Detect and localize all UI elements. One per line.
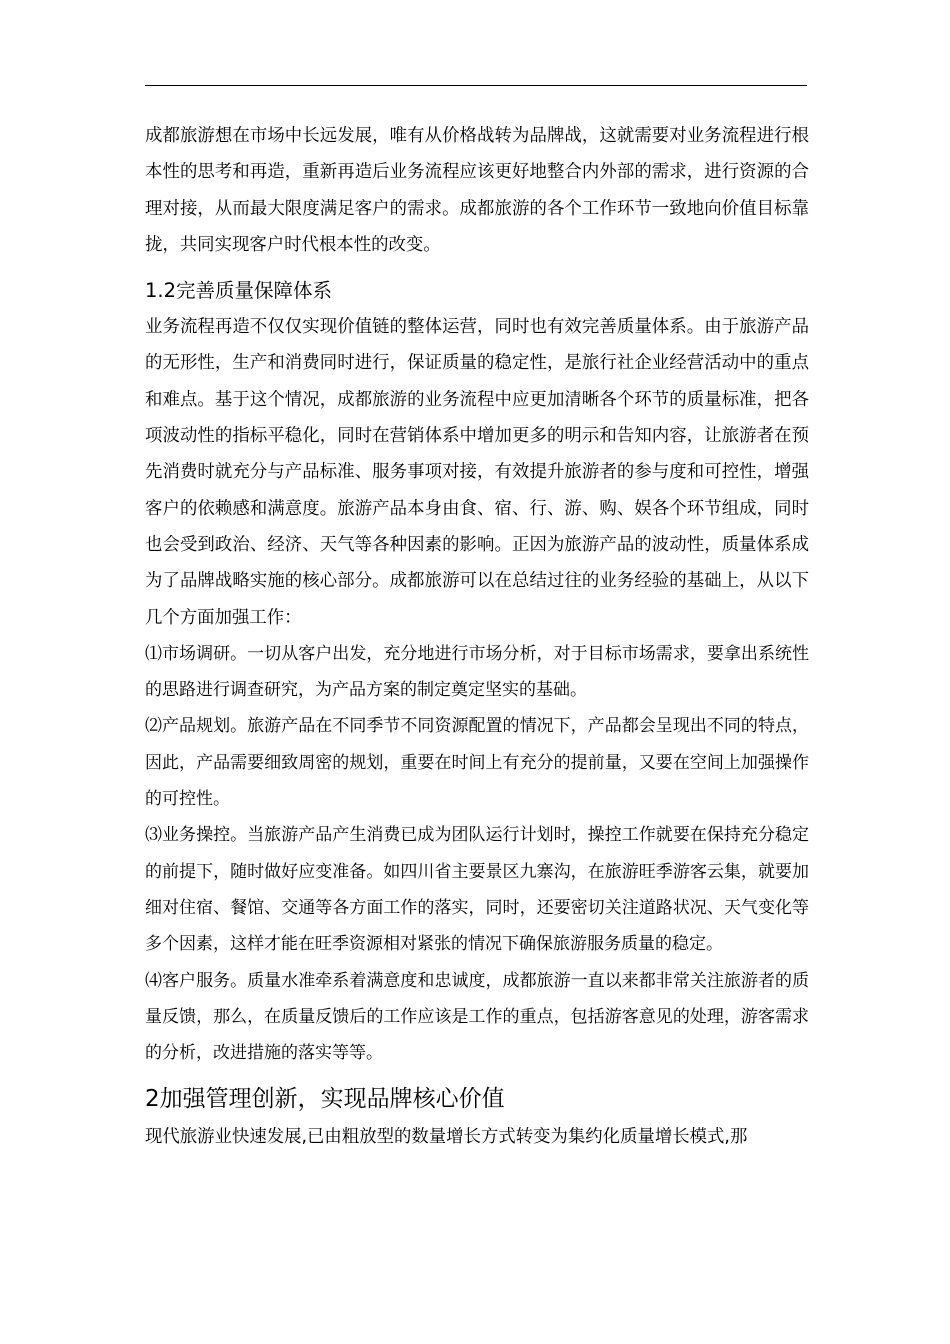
document-body: [145, 118, 809, 1156]
section-heading-1-2: 1.2完善质量保障体系: [145, 279, 333, 303]
section-1-2-paragraph: 业务流程再造不仅仅实现价值链的整体运营，同时也有效完善质量体系。由于旅游产品的无形性，生产和消费同时进行，保证质量的稳定性，是旅行社企业经营活动中的重点和难点。基于这个情况，成都旅游的业务流程中应更加清晰各个环节的质量标准，把各项波动性的指标平稳化，同时在营销体系中增加更多的明示和告知内容，让旅游者在预先消费时就充分与产品标准、服务事项对接，有效提升旅游者的参与度和可控性，增强客户的依赖感和满意度。旅游产品本身由食、宿、行、游、购、娱各个环节组成，同时也会受到政治、经济、天气等各种因素的影响。正因为旅游产品的波动性，质量体系成为了品牌战略实施的核心部分。成都旅游可以在总结过往的业务经验的基础上，从以下几个方面加强工作：: [145, 317, 809, 628]
list-item-customer-service: ⑷客户服务。质量水准牵系着满意度和忠诚度，成都旅游一直以来都非常关注旅游者的质量反馈，那么，在质量反馈后的工作应该是工作的重点，包括游客意见的处理，游客需求的分析，改进措施的落实等等。: [145, 970, 809, 1064]
intro-paragraph: 成都旅游想在市场中长远发展，唯有从价格战转为品牌战，这就需要对业务流程进行根本性的思考和再造，重新再造后业务流程应该更好地整合内外部的需求，进行资源的合理对接，从而最大限度满足客户的需求。成都旅游的各个工作环节一致地向价值目标靠拢，共同实现客户时代根本性的改变。: [145, 126, 809, 255]
list-item-market-research: ⑴市场调研。一切从客户出发，充分地进行市场分析，对于目标市场需求，要拿出系统性的思路进行调查研究，为产品方案的制定奠定坚实的基础。: [145, 643, 809, 701]
section-2-paragraph: 现代旅游业快速发展,已由粗放型的数量增长方式转变为集约化质量增长模式,那: [145, 1127, 748, 1148]
section-heading-2: 2加强管理创新，实现品牌核心价值: [145, 1086, 505, 1113]
list-item-product-planning: ⑵产品规划。旅游产品在不同季节不同资源配置的情况下，产品都会呈现出不同的特点，因此，产品需要细致周密的规划，重要在时间上有充分的提前量，又要在空间上加强操作的可控性。: [145, 716, 809, 810]
list-item-business-control: ⑶业务操控。当旅游产品产生消费已成为团队运行计划时，操控工作就要在保持充分稳定的前提下，随时做好应变准备。如四川省主要景区九寨沟，在旅游旺季游客云集，就要加细对住宿、餐馆、交通等各方面工作的落实，同时，还要密切关注道路状况、天气变化等多个因素，这样才能在旺季资源相对紧张的情况下确保旅游服务质量的稳定。: [145, 825, 809, 955]
header-rule: [145, 85, 807, 86]
